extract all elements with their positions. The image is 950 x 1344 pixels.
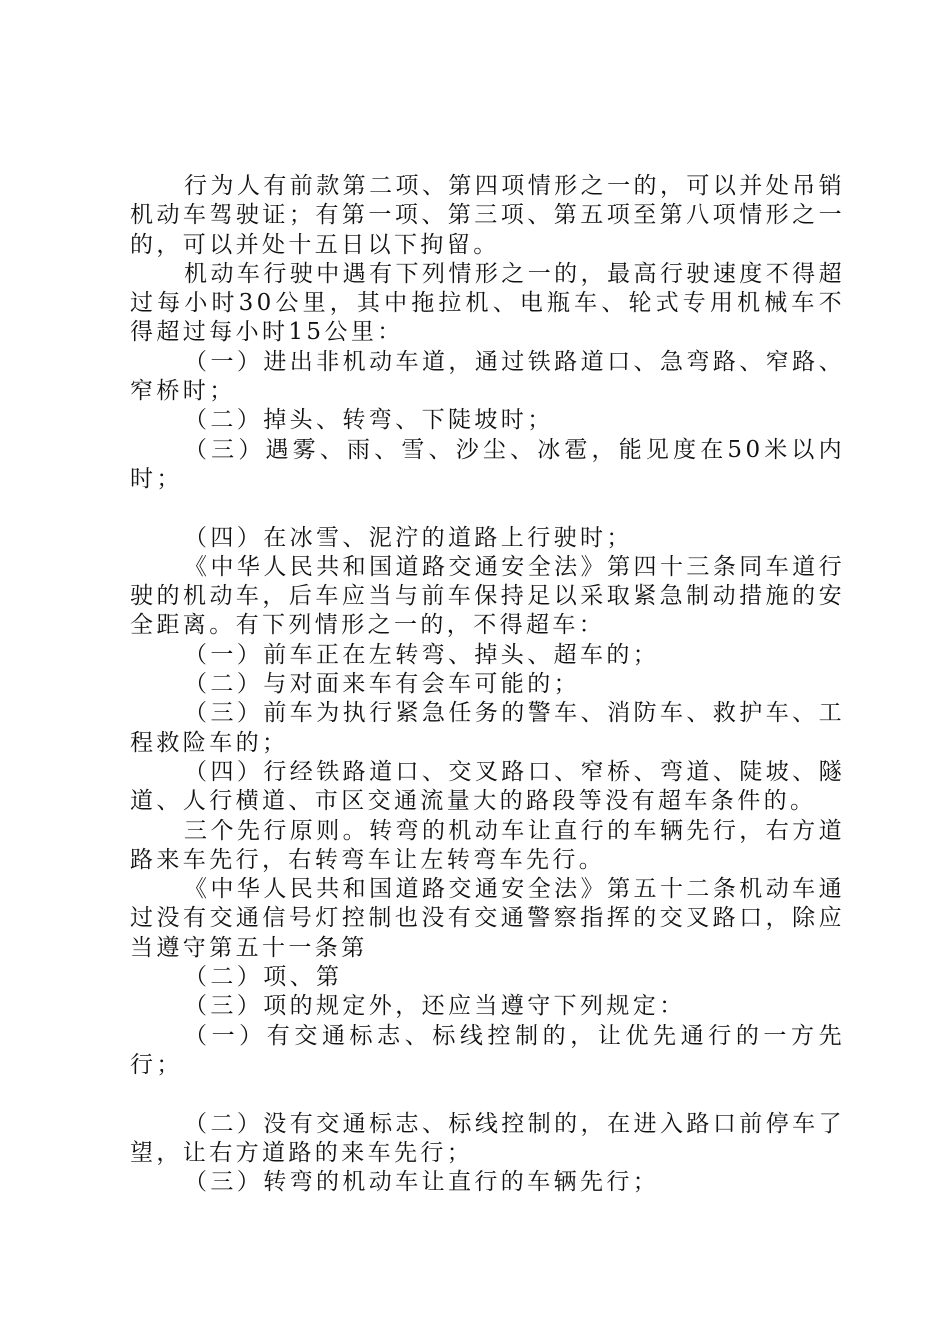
paragraph: （三）项的规定外，还应当遵守下列规定： — [184, 993, 686, 1020]
paragraph: （三）遇雾、雨、雪、沙尘、冰雹，能见度在50米以内时； — [130, 436, 845, 492]
paragraph: （三）转弯的机动车让直行的车辆先行； — [184, 1169, 660, 1196]
paragraph: 《中华人民共和国道路交通安全法》第四十三条同车道行驶的机动车，后车应当与前车保持足以采取紧急制动措施的安全距离。有下列情形之一的，不得超车： — [130, 553, 845, 639]
paragraph: 《中华人民共和国道路交通安全法》第五十二条机动车通过没有交通信号灯控制也没有交通警察指挥的交叉路口，除应当遵守第五十一条第 — [130, 876, 845, 961]
paragraph: （四）在冰雪、泥泞的道路上行驶时； — [184, 524, 633, 551]
paragraph: （一）前车正在左转弯、掉头、超车的； — [184, 641, 660, 668]
paragraph: （四）行经铁路道口、交叉路口、窄桥、弯道、陡坡、隧道、人行横道、市区交通流量大的路段等没有超车条件的。 — [130, 758, 845, 815]
document-body — [130, 172, 845, 1197]
paragraph: （三）前车为执行紧急任务的警车、消防车、救护车、工程救险车的； — [130, 700, 845, 756]
paragraph: 三个先行原则。转弯的机动车让直行的车辆先行，右方道路来车先行，右转弯车让左转弯车先行。 — [130, 817, 845, 873]
paragraph: 机动车行驶中遇有下列情形之一的，最高行驶速度不得超过每小时30公里，其中拖拉机、电瓶车、轮式专用机械车不得超过每小时15公里： — [130, 260, 845, 346]
paragraph: （二）项、第 — [184, 964, 343, 991]
paragraph: （二）没有交通标志、标线控制的，在进入路口前停车了望，让右方道路的来车先行； — [130, 1110, 845, 1166]
paragraph: （一）进出非机动车道，通过铁路道口、急弯路、窄路、窄桥时； — [130, 348, 845, 405]
paragraph: 行为人有前款第二项、第四项情形之一的，可以并处吊销机动车驾驶证；有第一项、第三项、第五项至第八项情形之一的，可以并处十五日以下拘留。 — [130, 173, 845, 258]
paragraph: （二）与对面来车有会车可能的； — [184, 671, 580, 698]
paragraph: （一）有交通标志、标线控制的，让优先通行的一方先行； — [130, 1022, 845, 1078]
paragraph: （二）掉头、转弯、下陡坡时； — [184, 407, 554, 434]
